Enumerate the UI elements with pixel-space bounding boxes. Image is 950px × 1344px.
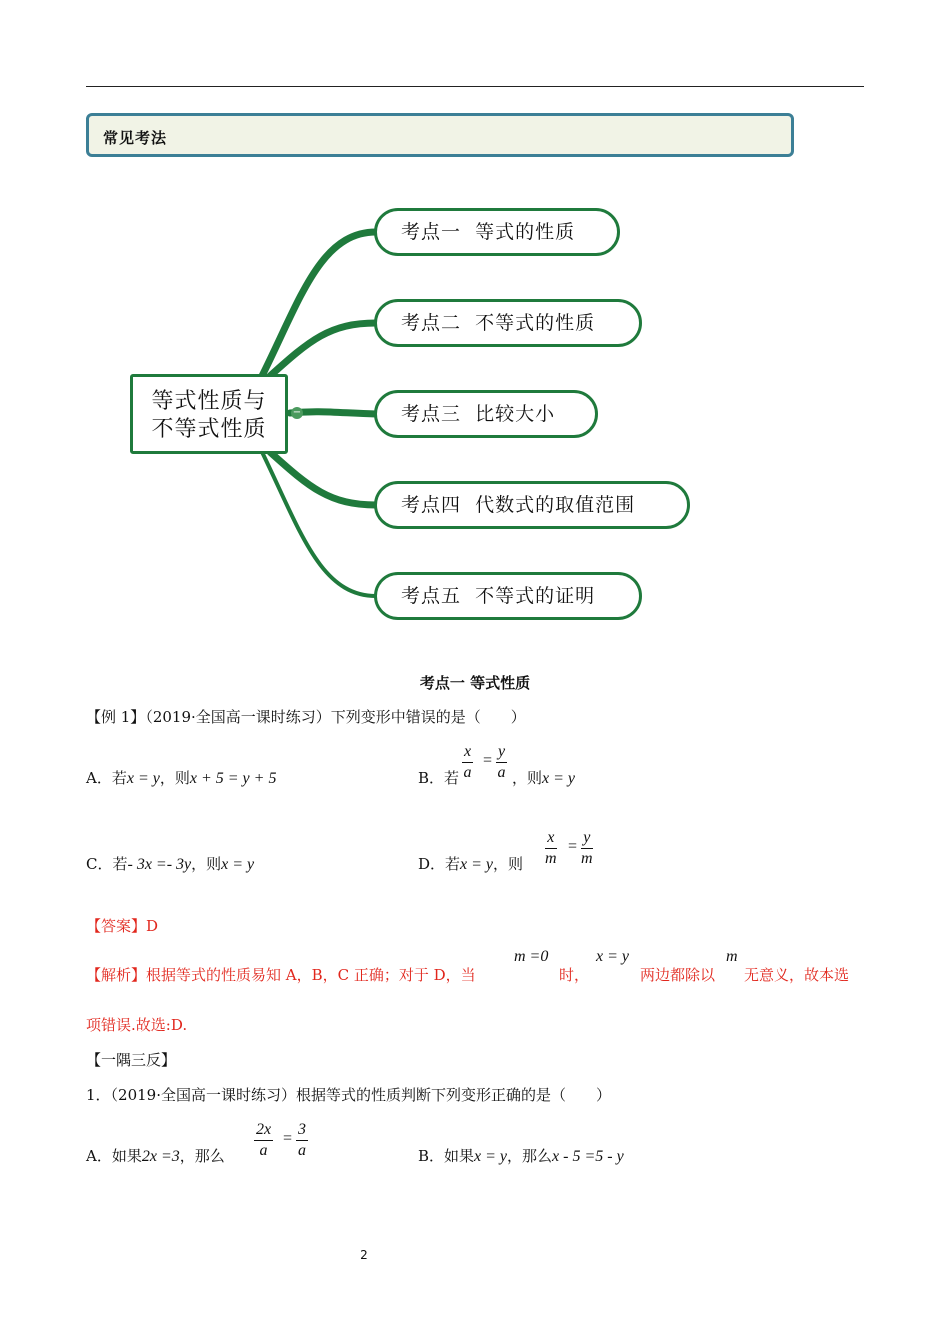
example-1-stem [86,706,526,727]
mindmap-branch-5: 考点五 不等式的证明 [374,572,642,620]
option-a-label: A．若 [86,769,127,787]
fraction-denominator: m [581,850,593,867]
option-a-result: x + 5 = y + 5 [189,770,277,787]
analysis-line-2: 项错误.故选:D. [86,1016,188,1034]
analysis-math-1: m =0 [514,948,549,965]
q1-option-a-fraction-right [296,1120,308,1161]
q1-option-b-condition: x = y [474,1148,508,1165]
q1-option-a-fraction-left [254,1120,273,1161]
fraction-numerator: x [462,742,473,763]
q1-option-b-then: ，那么 [507,1147,553,1165]
q1-option-a-then: ，那么 [179,1147,225,1165]
option-d [418,853,523,874]
q1-option-a-condition: 2x =3 [141,1148,180,1165]
answer: 【答案】D [86,917,159,935]
option-d-then: ，则 [493,855,524,873]
collapse-icon[interactable]: − [292,407,302,418]
q1-option-b [418,1145,624,1166]
topic-title: 考点一 等式性质 [419,674,531,692]
fraction-denominator: a [463,764,472,781]
fraction-numerator: y [581,828,593,849]
analysis-part-3: 两边都除以 [640,966,716,984]
option-b-equals: = [483,752,493,769]
example-text: （2019·全国高一课时练习）下列变形中错误的是（ ） [145,708,526,726]
q1-option-a [86,1145,225,1166]
connector-5 [262,452,376,596]
option-a-condition: x = y [126,770,160,787]
option-d-label: D．若 [418,855,461,873]
option-c-result: x = y [221,856,255,873]
option-b-then-line [512,767,575,788]
analysis-math-2: x = y [596,948,629,965]
fraction-denominator: a [259,1142,268,1159]
center-line-1: 等式性质与 [151,389,267,414]
option-c [86,853,254,874]
option-a [86,767,276,788]
fraction-numerator: 3 [296,1120,308,1141]
option-b-fraction-left [462,742,473,783]
connector-4 [270,452,376,505]
fraction-denominator: m [545,850,557,867]
option-d-fraction-left [545,828,557,869]
option-b-result: x = y [542,770,576,787]
section-title: 常见考法 [103,129,168,147]
q1-option-a-label: A．如果 [86,1147,142,1165]
q1-option-b-result: x - 5 =5 - y [552,1148,624,1165]
option-d-equals: = [568,838,578,855]
option-c-label: C．若 [86,855,128,873]
mindmap-branch-3: 考点三 比较大小 [374,390,598,438]
option-b-fraction-right [496,742,507,783]
option-c-condition: - 3x =- 3y [127,856,192,873]
fraction-denominator: a [497,764,506,781]
connector-1 [262,232,376,376]
option-b-then: ，则 [512,769,543,787]
q1-option-b-label: B．如果 [418,1147,475,1165]
mindmap-branch-2: 考点二 不等式的性质 [374,299,642,347]
practice-label: 【一隅三反】 [86,1051,177,1069]
option-a-then: ，则 [159,769,190,787]
fraction-numerator: 2x [254,1120,273,1141]
option-c-then: ，则 [191,855,222,873]
q1-option-a-equals: = [283,1130,293,1147]
mindmap-branch-1: 考点一 等式的性质 [374,208,620,256]
example-label: 【例 1】 [86,708,146,726]
center-line-2: 不等式性质 [151,417,267,442]
analysis-part-4: 无意义，故本选 [744,966,850,984]
analysis-part-1: 【解析】根据等式的性质易知 A，B，C 正确；对于 D，当 [86,966,476,984]
analysis-part-2: 时， [559,966,590,984]
fraction-denominator: a [298,1142,306,1159]
mindmap-branch-4: 考点四 代数式的取值范围 [374,481,690,529]
analysis-math-3: m [726,948,738,965]
practice-question-1: 1．（2019·全国高一课时练习）根据等式的性质判断下列变形正确的是（ ） [86,1086,611,1104]
page-number: 2 [360,1248,368,1262]
option-b-label: B．若 [418,769,460,787]
fraction-numerator: x [545,828,557,849]
option-d-condition: x = y [460,856,494,873]
option-d-fraction-right [581,828,593,869]
mindmap-center-node [130,374,288,454]
fraction-numerator: y [496,742,507,763]
